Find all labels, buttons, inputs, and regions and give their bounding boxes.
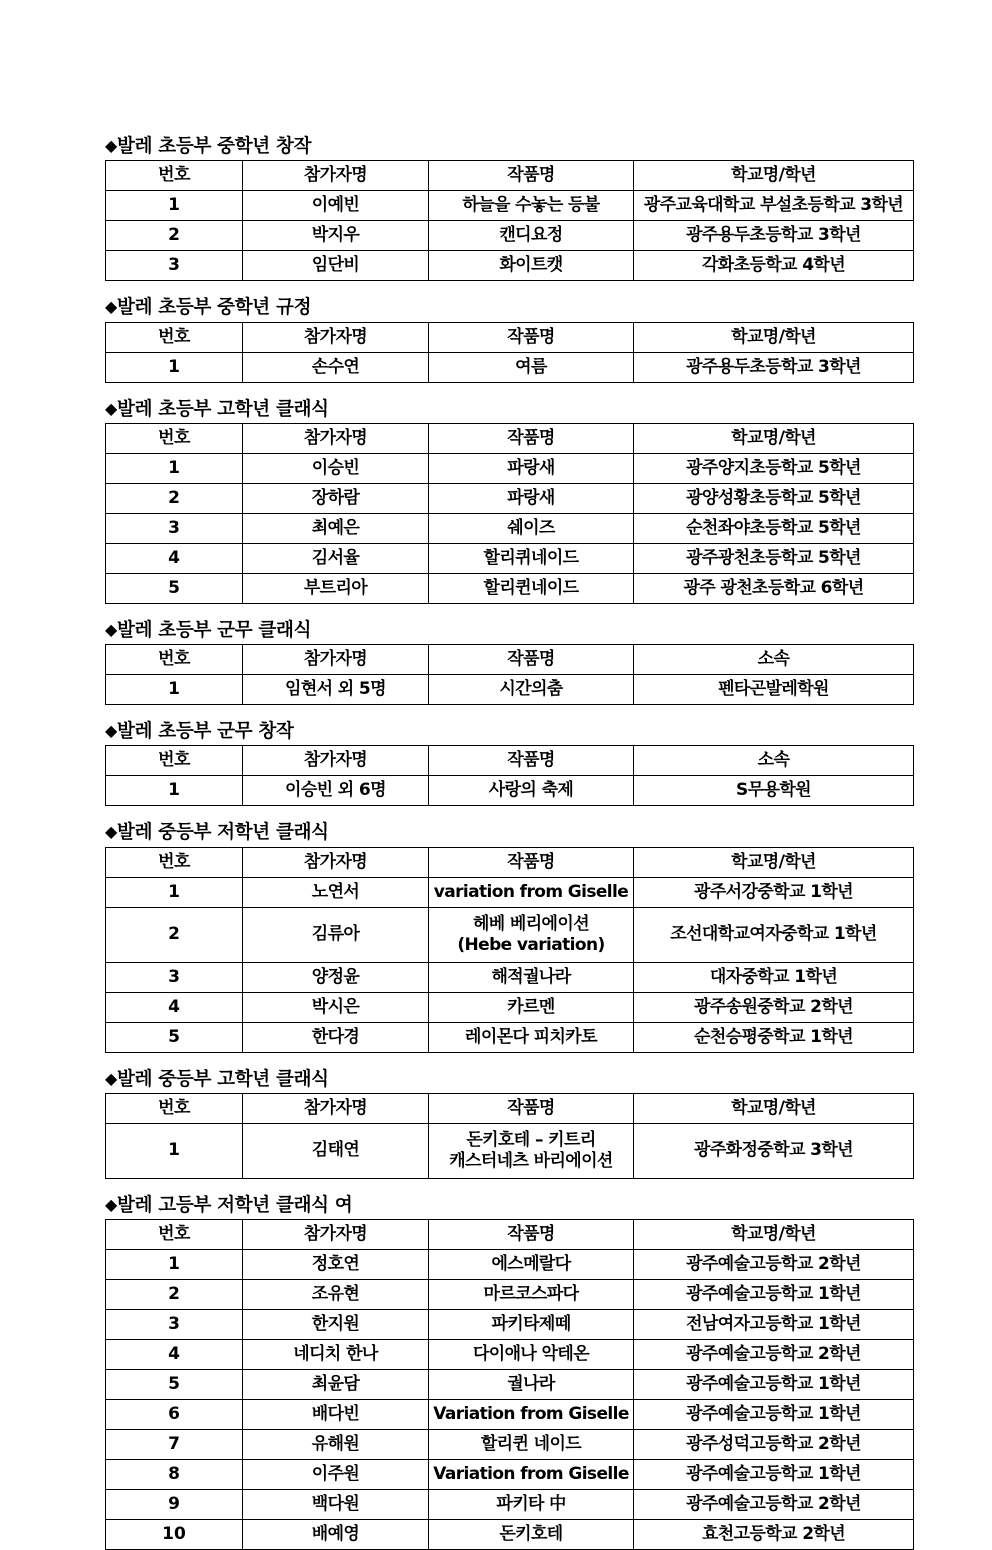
cell-work-title: 사랑의 축제 xyxy=(429,776,634,806)
cell-school-or-org: 전남여자고등학교 1학년 xyxy=(634,1310,914,1340)
column-header: 참가자명 xyxy=(243,1093,429,1123)
table-row xyxy=(106,453,914,483)
cell-school-or-org: 순천승평중학교 1학년 xyxy=(634,1022,914,1052)
table-row xyxy=(106,1022,914,1052)
cell-number: 1 xyxy=(106,675,243,705)
section-heading-text: 발레 초등부 중학년 규정 xyxy=(117,297,312,319)
table-row xyxy=(106,877,914,907)
table-row xyxy=(106,907,914,962)
roster-table xyxy=(105,847,914,1053)
cell-work-title: 다이애나 악테온 xyxy=(429,1340,634,1370)
cell-school-or-org: S무용학원 xyxy=(634,776,914,806)
cell-participant-name: 장하람 xyxy=(243,483,429,513)
cell-work-title: 쉐이즈 xyxy=(429,513,634,543)
cell-school-or-org: 광주성덕고등학교 2학년 xyxy=(634,1430,914,1460)
table-row xyxy=(106,191,914,221)
cell-school-or-org: 광주 광천초등학교 6학년 xyxy=(634,573,914,603)
table-header-row xyxy=(106,1220,914,1250)
cell-school-or-org: 광주교육대학교 부설초등학교 3학년 xyxy=(634,191,914,221)
column-header: 번호 xyxy=(106,423,243,453)
cell-participant-name: 한지원 xyxy=(243,1310,429,1340)
cell-participant-name: 박시은 xyxy=(243,992,429,1022)
section-heading xyxy=(105,136,913,157)
cell-school-or-org: 광주예술고등학교 1학년 xyxy=(634,1460,914,1490)
table-header-row xyxy=(106,322,914,352)
cell-school-or-org: 광주서강중학교 1학년 xyxy=(634,877,914,907)
cell-work-title: 파키타 中 xyxy=(429,1490,634,1520)
column-header: 참가자명 xyxy=(243,322,429,352)
cell-work-title: 화이트캣 xyxy=(429,251,634,281)
cell-number: 9 xyxy=(106,1490,243,1520)
section-heading-text: 발레 초등부 군무 창작 xyxy=(117,721,294,743)
cell-school-or-org: 펜타곤발레학원 xyxy=(634,675,914,705)
column-header: 참가자명 xyxy=(243,645,429,675)
column-header: 번호 xyxy=(106,645,243,675)
column-header: 소속 xyxy=(634,746,914,776)
section-heading xyxy=(105,399,913,420)
roster-section xyxy=(105,399,913,604)
cell-number: 3 xyxy=(106,962,243,992)
column-header: 참가자명 xyxy=(243,746,429,776)
column-header: 소속 xyxy=(634,645,914,675)
roster-section xyxy=(105,297,913,382)
roster-table xyxy=(105,160,914,281)
cell-number: 5 xyxy=(106,1022,243,1052)
table-header-row xyxy=(106,746,914,776)
cell-number: 2 xyxy=(106,1280,243,1310)
cell-school-or-org: 광주광천초등학교 5학년 xyxy=(634,543,914,573)
cell-participant-name: 백다원 xyxy=(243,1490,429,1520)
table-row xyxy=(106,543,914,573)
table-row xyxy=(106,483,914,513)
cell-work-title: 돈키호테 xyxy=(429,1520,634,1550)
diamond-bullet-icon: ◆ xyxy=(105,1194,118,1214)
table-row xyxy=(106,1460,914,1490)
roster-table xyxy=(105,322,914,383)
roster-table xyxy=(105,745,914,806)
section-heading xyxy=(105,822,913,843)
roster-section xyxy=(105,1195,913,1550)
table-row xyxy=(106,513,914,543)
cell-work-title: 마르코스파다 xyxy=(429,1280,634,1310)
cell-number: 5 xyxy=(106,573,243,603)
diamond-bullet-icon: ◆ xyxy=(105,398,118,418)
cell-school-or-org: 광주예술고등학교 1학년 xyxy=(634,1370,914,1400)
table-row xyxy=(106,992,914,1022)
table-row xyxy=(106,573,914,603)
table-row xyxy=(106,675,914,705)
diamond-bullet-icon: ◆ xyxy=(105,297,118,317)
cell-work-title: 에스메랄다 xyxy=(429,1250,634,1280)
cell-number: 8 xyxy=(106,1460,243,1490)
table-header-row xyxy=(106,423,914,453)
cell-number: 1 xyxy=(106,1123,243,1178)
cell-number: 1 xyxy=(106,453,243,483)
column-header: 참가자명 xyxy=(243,423,429,453)
cell-work-title: Variation from Giselle xyxy=(429,1460,634,1490)
cell-participant-name: 임단비 xyxy=(243,251,429,281)
cell-number: 1 xyxy=(106,776,243,806)
roster-table xyxy=(105,1093,914,1179)
column-header: 학교명/학년 xyxy=(634,1220,914,1250)
column-header: 번호 xyxy=(106,322,243,352)
roster-table xyxy=(105,1219,914,1550)
column-header: 번호 xyxy=(106,161,243,191)
column-header: 학교명/학년 xyxy=(634,322,914,352)
cell-work-title: 파키타제떼 xyxy=(429,1310,634,1340)
cell-work-title: 여름 xyxy=(429,352,634,382)
column-header: 작품명 xyxy=(429,645,634,675)
table-header-row xyxy=(106,847,914,877)
cell-school-or-org: 광주예술고등학교 2학년 xyxy=(634,1340,914,1370)
cell-number: 5 xyxy=(106,1370,243,1400)
cell-participant-name: 조유현 xyxy=(243,1280,429,1310)
table-row xyxy=(106,251,914,281)
cell-number: 4 xyxy=(106,1340,243,1370)
cell-school-or-org: 광주용두초등학교 3학년 xyxy=(634,352,914,382)
cell-participant-name: 정호연 xyxy=(243,1250,429,1280)
table-row xyxy=(106,221,914,251)
table-row xyxy=(106,1370,914,1400)
section-heading-text: 발레 초등부 군무 클래식 xyxy=(117,619,312,641)
table-row xyxy=(106,352,914,382)
sections-container xyxy=(0,136,992,1550)
column-header: 학교명/학년 xyxy=(634,847,914,877)
cell-participant-name: 한다경 xyxy=(243,1022,429,1052)
section-heading xyxy=(105,721,913,742)
cell-work-title: 레이몬다 피치카토 xyxy=(429,1022,634,1052)
cell-participant-name: 박지우 xyxy=(243,221,429,251)
cell-participant-name: 최윤담 xyxy=(243,1370,429,1400)
table-row xyxy=(106,1340,914,1370)
cell-participant-name: 최예은 xyxy=(243,513,429,543)
column-header: 작품명 xyxy=(429,847,634,877)
cell-number: 7 xyxy=(106,1430,243,1460)
cell-school-or-org: 순천좌야초등학교 5학년 xyxy=(634,513,914,543)
column-header: 참가자명 xyxy=(243,847,429,877)
cell-number: 6 xyxy=(106,1400,243,1430)
cell-school-or-org: 광주예술고등학교 2학년 xyxy=(634,1490,914,1520)
cell-number: 1 xyxy=(106,191,243,221)
roster-section xyxy=(105,620,913,705)
cell-participant-name: 김류아 xyxy=(243,907,429,962)
cell-number: 2 xyxy=(106,221,243,251)
section-heading-text: 발레 고등부 저학년 클래식 여 xyxy=(117,1194,353,1216)
cell-work-title: 하늘을 수놓는 등불 xyxy=(429,191,634,221)
cell-number: 3 xyxy=(106,1310,243,1340)
cell-work-title: 할리퀸 네이드 xyxy=(429,1430,634,1460)
cell-work-title: 할리퀸네이드 xyxy=(429,573,634,603)
section-heading xyxy=(105,297,913,318)
table-header-row xyxy=(106,645,914,675)
cell-participant-name: 손수연 xyxy=(243,352,429,382)
cell-participant-name: 김태연 xyxy=(243,1123,429,1178)
cell-participant-name: 이예빈 xyxy=(243,191,429,221)
cell-work-title: variation from Giselle xyxy=(429,877,634,907)
cell-participant-name: 양정윤 xyxy=(243,962,429,992)
column-header: 번호 xyxy=(106,1220,243,1250)
cell-work-title: 파랑새 xyxy=(429,483,634,513)
cell-participant-name: 이승빈 외 6명 xyxy=(243,776,429,806)
cell-work-title: 파랑새 xyxy=(429,453,634,483)
table-row xyxy=(106,1400,914,1430)
table-row xyxy=(106,1280,914,1310)
table-row xyxy=(106,1123,914,1178)
cell-number: 2 xyxy=(106,483,243,513)
cell-work-title: 카르멘 xyxy=(429,992,634,1022)
section-heading-text: 발레 초등부 고학년 클래식 xyxy=(117,398,329,420)
cell-number: 1 xyxy=(106,352,243,382)
cell-work-title: 해적궐나라 xyxy=(429,962,634,992)
cell-school-or-org: 광주송원중학교 2학년 xyxy=(634,992,914,1022)
cell-school-or-org: 광주화정중학교 3학년 xyxy=(634,1123,914,1178)
cell-work-title: 헤베 베리에이션 (Hebe variation) xyxy=(429,907,634,962)
column-header: 번호 xyxy=(106,746,243,776)
column-header: 학교명/학년 xyxy=(634,1093,914,1123)
cell-work-title: 궐나라 xyxy=(429,1370,634,1400)
roster-table xyxy=(105,644,914,705)
section-heading-text: 발레 중등부 고학년 클래식 xyxy=(117,1068,329,1090)
column-header: 번호 xyxy=(106,1093,243,1123)
cell-school-or-org: 광양성황초등학교 5학년 xyxy=(634,483,914,513)
column-header: 작품명 xyxy=(429,1220,634,1250)
cell-participant-name: 부트리아 xyxy=(243,573,429,603)
cell-participant-name: 배예영 xyxy=(243,1520,429,1550)
cell-work-title: Variation from Giselle xyxy=(429,1400,634,1430)
cell-school-or-org: 각화초등학교 4학년 xyxy=(634,251,914,281)
cell-work-title: 시간의춤 xyxy=(429,675,634,705)
cell-number: 1 xyxy=(106,877,243,907)
column-header: 작품명 xyxy=(429,423,634,453)
cell-school-or-org: 효천고등학교 2학년 xyxy=(634,1520,914,1550)
cell-number: 2 xyxy=(106,907,243,962)
diamond-bullet-icon: ◆ xyxy=(105,822,118,842)
column-header: 작품명 xyxy=(429,1093,634,1123)
diamond-bullet-icon: ◆ xyxy=(105,136,118,155)
cell-participant-name: 네디치 한나 xyxy=(243,1340,429,1370)
cell-school-or-org: 광주예술고등학교 1학년 xyxy=(634,1400,914,1430)
column-header: 작품명 xyxy=(429,161,634,191)
table-row xyxy=(106,1310,914,1340)
cell-school-or-org: 광주예술고등학교 2학년 xyxy=(634,1250,914,1280)
cell-participant-name: 임현서 외 5명 xyxy=(243,675,429,705)
cell-participant-name: 이주원 xyxy=(243,1460,429,1490)
cell-participant-name: 노연서 xyxy=(243,877,429,907)
table-row xyxy=(106,1250,914,1280)
cell-number: 3 xyxy=(106,251,243,281)
roster-section xyxy=(105,136,913,281)
table-row xyxy=(106,1490,914,1520)
column-header: 참가자명 xyxy=(243,1220,429,1250)
section-heading xyxy=(105,1069,913,1090)
cell-participant-name: 배다빈 xyxy=(243,1400,429,1430)
table-header-row xyxy=(106,1093,914,1123)
table-row xyxy=(106,1520,914,1550)
diamond-bullet-icon: ◆ xyxy=(105,1068,118,1088)
table-row xyxy=(106,776,914,806)
cell-number: 4 xyxy=(106,543,243,573)
roster-section xyxy=(105,1069,913,1179)
table-header-row xyxy=(106,161,914,191)
table-row xyxy=(106,962,914,992)
column-header: 학교명/학년 xyxy=(634,161,914,191)
roster-section xyxy=(105,721,913,806)
column-header: 번호 xyxy=(106,847,243,877)
cell-school-or-org: 광주예술고등학교 1학년 xyxy=(634,1280,914,1310)
column-header: 학교명/학년 xyxy=(634,423,914,453)
cell-participant-name: 김서율 xyxy=(243,543,429,573)
table-row xyxy=(106,1430,914,1460)
diamond-bullet-icon: ◆ xyxy=(105,619,118,639)
section-heading xyxy=(105,1195,913,1216)
cell-participant-name: 유해원 xyxy=(243,1430,429,1460)
cell-number: 10 xyxy=(106,1520,243,1550)
cell-school-or-org: 광주용두초등학교 3학년 xyxy=(634,221,914,251)
cell-number: 3 xyxy=(106,513,243,543)
cell-participant-name: 이승빈 xyxy=(243,453,429,483)
section-heading-text: 발레 중등부 저학년 클래식 xyxy=(117,822,329,844)
column-header: 작품명 xyxy=(429,746,634,776)
cell-work-title: 돈키호테 – 키트리 캐스터네츠 바리에이션 xyxy=(429,1123,634,1178)
roster-table xyxy=(105,423,914,604)
cell-school-or-org: 대자중학교 1학년 xyxy=(634,962,914,992)
diamond-bullet-icon: ◆ xyxy=(105,721,118,741)
section-heading xyxy=(105,620,913,641)
column-header: 작품명 xyxy=(429,322,634,352)
cell-school-or-org: 광주양지초등학교 5학년 xyxy=(634,453,914,483)
cell-number: 4 xyxy=(106,992,243,1022)
cell-work-title: 할리퀴네이드 xyxy=(429,543,634,573)
section-heading-text: 발레 초등부 중학년 창작 xyxy=(117,136,312,157)
cell-work-title: 캔디요정 xyxy=(429,221,634,251)
cell-number: 1 xyxy=(106,1250,243,1280)
column-header: 참가자명 xyxy=(243,161,429,191)
cell-school-or-org: 조선대학교여자중학교 1학년 xyxy=(634,907,914,962)
roster-section xyxy=(105,822,913,1052)
